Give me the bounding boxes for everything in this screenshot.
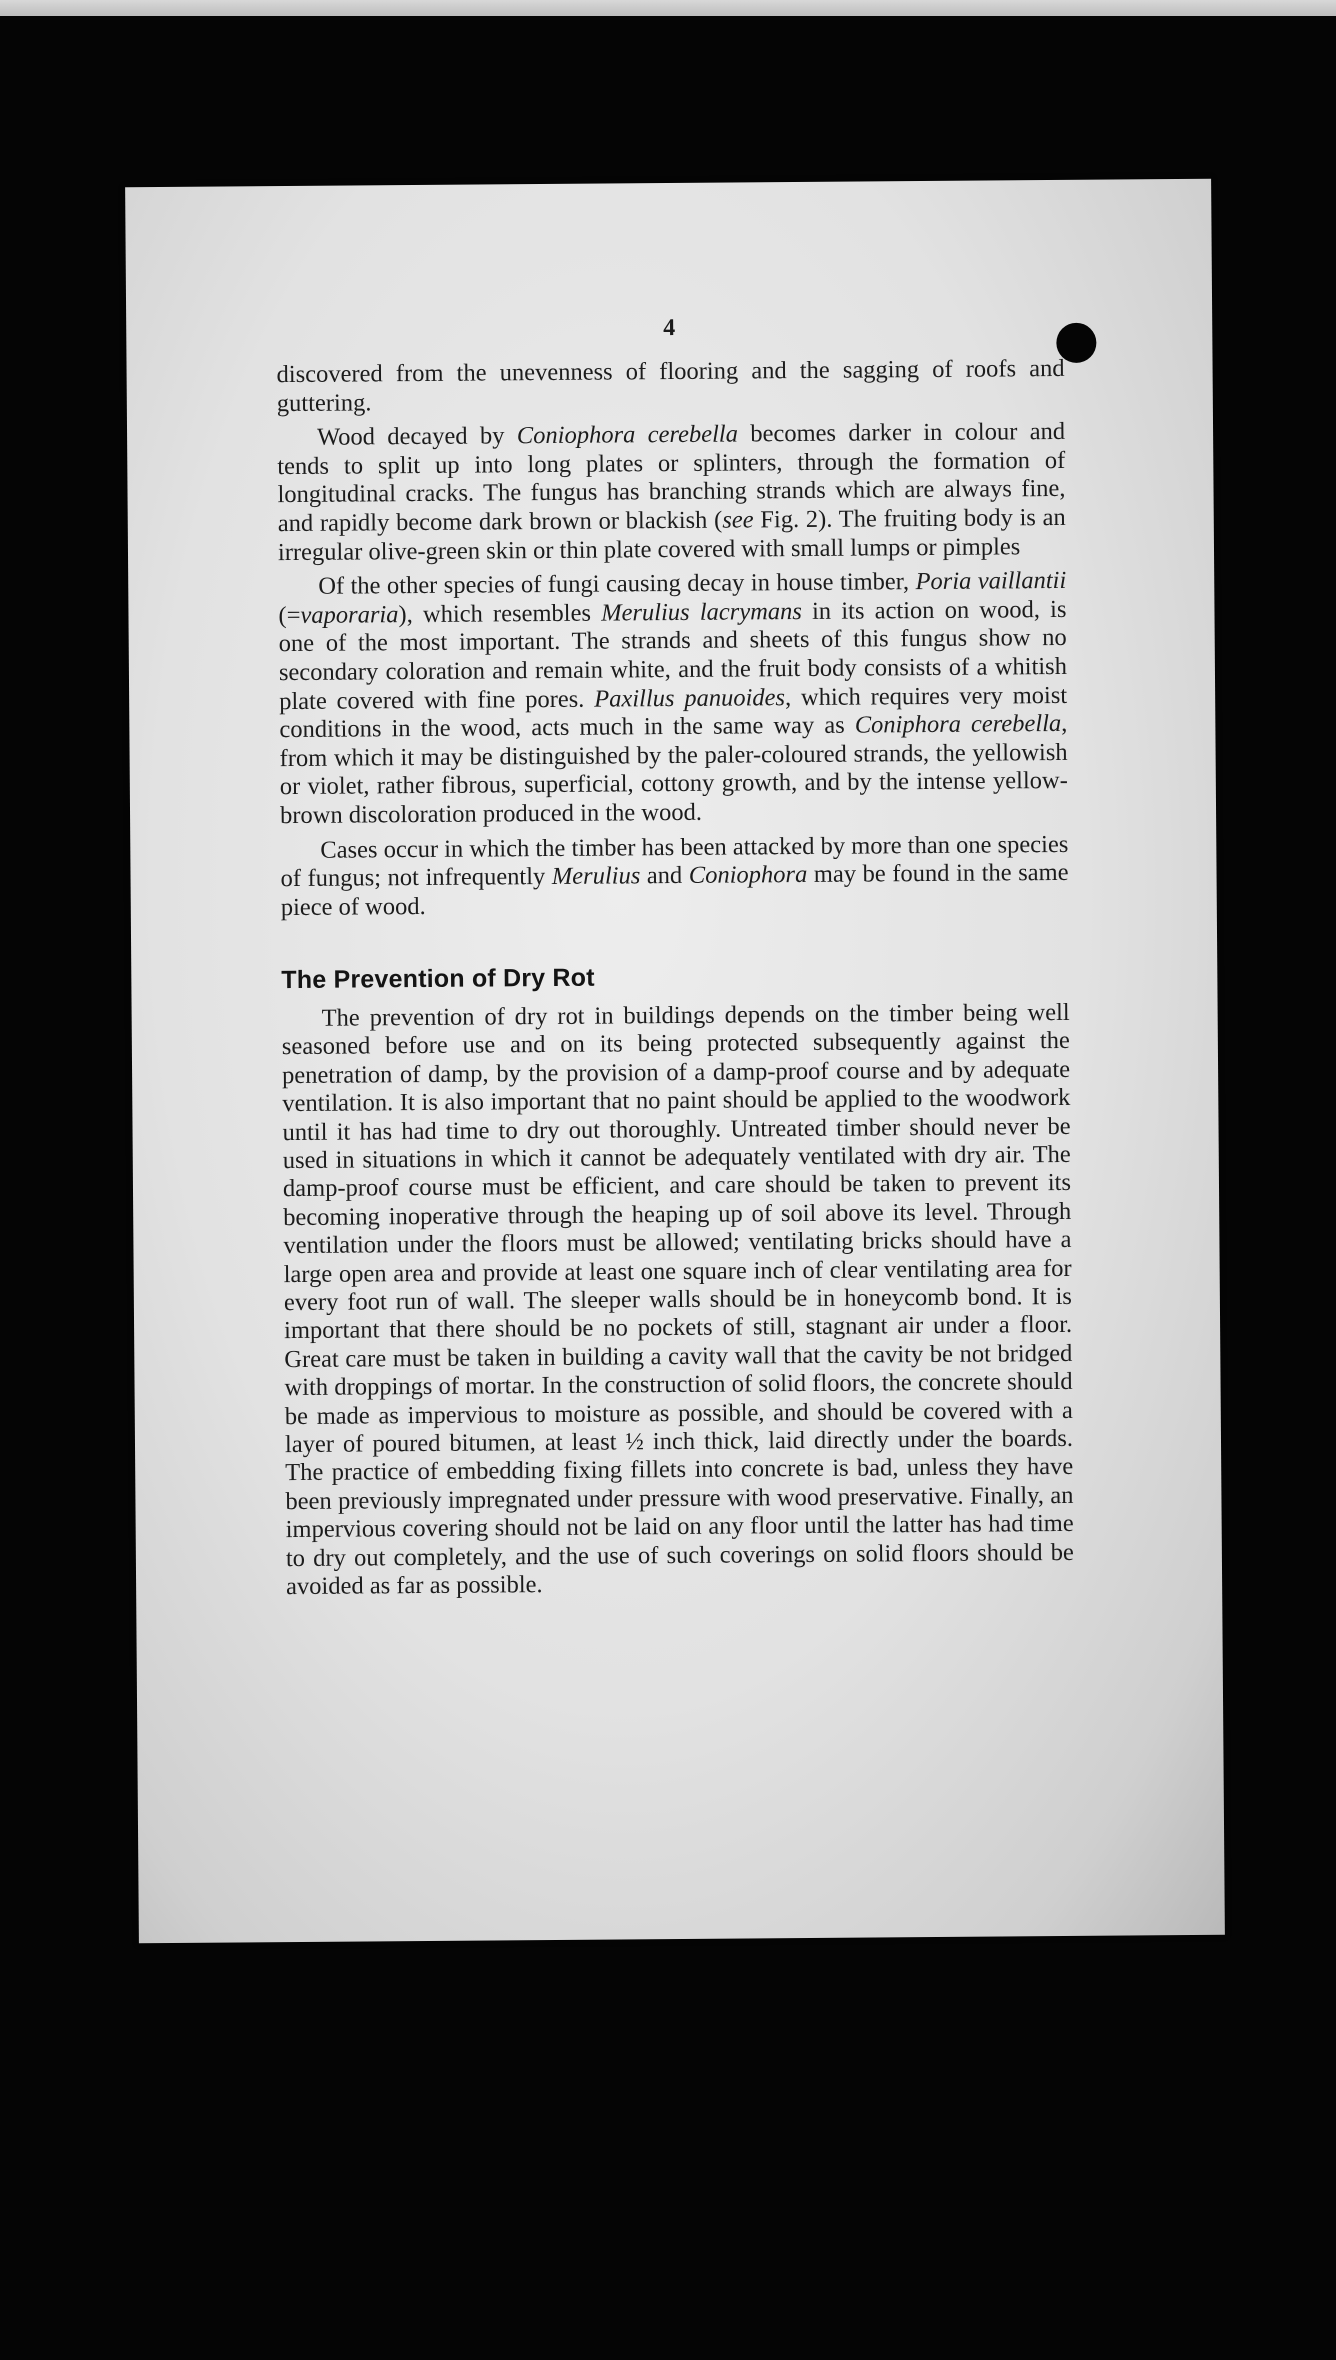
page-number: 4 (663, 314, 676, 342)
text-run: ), which resembles (398, 599, 602, 628)
section-heading: The Prevention of Dry Rot (281, 963, 595, 995)
text-run: , from which it may be distinguished by the paler-coloured strands, the yellowish or violet, rather fibrous, superficial, cottony growth, and by the intense yellow-brown discoloration produced in the wood. (279, 710, 1068, 830)
italic-term: Paxillus panuoides (594, 683, 786, 713)
text-run: Of the other species of fungi causing decay in house timber, (318, 568, 916, 600)
text-run: may be found in the same piece of wood. (280, 858, 1069, 921)
italic-term: Coniphora cerebella (854, 710, 1062, 739)
italic-term: Merulius lacrymans (601, 597, 802, 627)
text-run: and (640, 861, 689, 890)
paragraph (277, 418, 1066, 567)
text-run: Cases occur in which the timber has been attacked by more than one species of fungus; not infrequently (280, 830, 1069, 893)
text-run: becomes darker in colour and tends to split up into long plates or splinters, through the formation of longitudinal cracks. The fungus has branching strands which are always fine, and rapidly become dark brown or blackish ( (277, 418, 1066, 538)
italic-term: see (722, 506, 754, 534)
paragraph (276, 355, 1064, 418)
paragraph (278, 567, 1068, 831)
paragraphs-bottom (282, 999, 1075, 1602)
paragraph (280, 830, 1069, 922)
text-run: in its action on wood, is one of the most important. The strands and sheets of this fungus show no secondary coloration and remain white, and the fruit body consists of a whitish plate covered with fine pores. (278, 595, 1068, 715)
italic-term: Poria vaillantii (915, 567, 1067, 596)
text-run: Fig. 2). The fruiting body is an irregular olive-green skin or thin plate covered with small lumps or pimples (277, 503, 1066, 566)
text-run: The prevention of dry rot in buildings depends on the timber being well seasoned before use and on its being protected subsequently against the penetration of damp, by the provision of a damp-proof course and by adequate ventilation. It is also important that no paint should be applied to the woodwork until it has had time to dry out thoroughly. Untreated timber should never be used in situations in which it cannot be adequately ventilated with dry air. The damp-proof course must be efficient, and care should be taken to prevent its becoming inoperative through the heaping up of soil above its level. Through ventilation under the floors must be allowed; ventilating bricks should have a large open area and provide at least one square inch of clear ventilating area for every foot run of wall. The sleeper walls should be in honeycomb bond. It is important that there should be no pockets of still, stagnant air under a floor. Great care must be taken in building a cavity wall that the cavity be not bridged with droppings of mortar. In the construction of solid floors, the concrete should be made as impervious to moisture as possible, and should be covered with a layer of poured bitumen, at least ½ inch thick, laid directly under the boards. The practice of embedding fixing fillets into concrete is bad, unless they have been previously impregnated under pressure with wood preservative. Finally, an impervious covering should not be laid on any floor until the latter has had time to dry out completely, and the use of such coverings on solid floors should be avoided as far as possible. (281, 998, 1074, 1601)
text-run: discovered from the unevenness of flooring and the sagging of roofs and guttering. (276, 354, 1065, 417)
text-run: (= (278, 601, 301, 629)
paragraphs-top (276, 355, 1068, 922)
text-run: , which requires very moist conditions in the wood, acts much in the same way as (279, 681, 1068, 744)
italic-term: vaporaria (300, 600, 399, 629)
scanner-edge-strip (0, 0, 1336, 16)
body-text (276, 355, 1074, 1608)
paragraph (282, 999, 1075, 1602)
document-page (125, 179, 1225, 1943)
text-run: Wood decayed by (316, 422, 517, 451)
italic-term: Coniophora cerebella (516, 420, 739, 450)
italic-term: Merulius (551, 862, 641, 891)
italic-term: Coniophora (688, 861, 808, 889)
